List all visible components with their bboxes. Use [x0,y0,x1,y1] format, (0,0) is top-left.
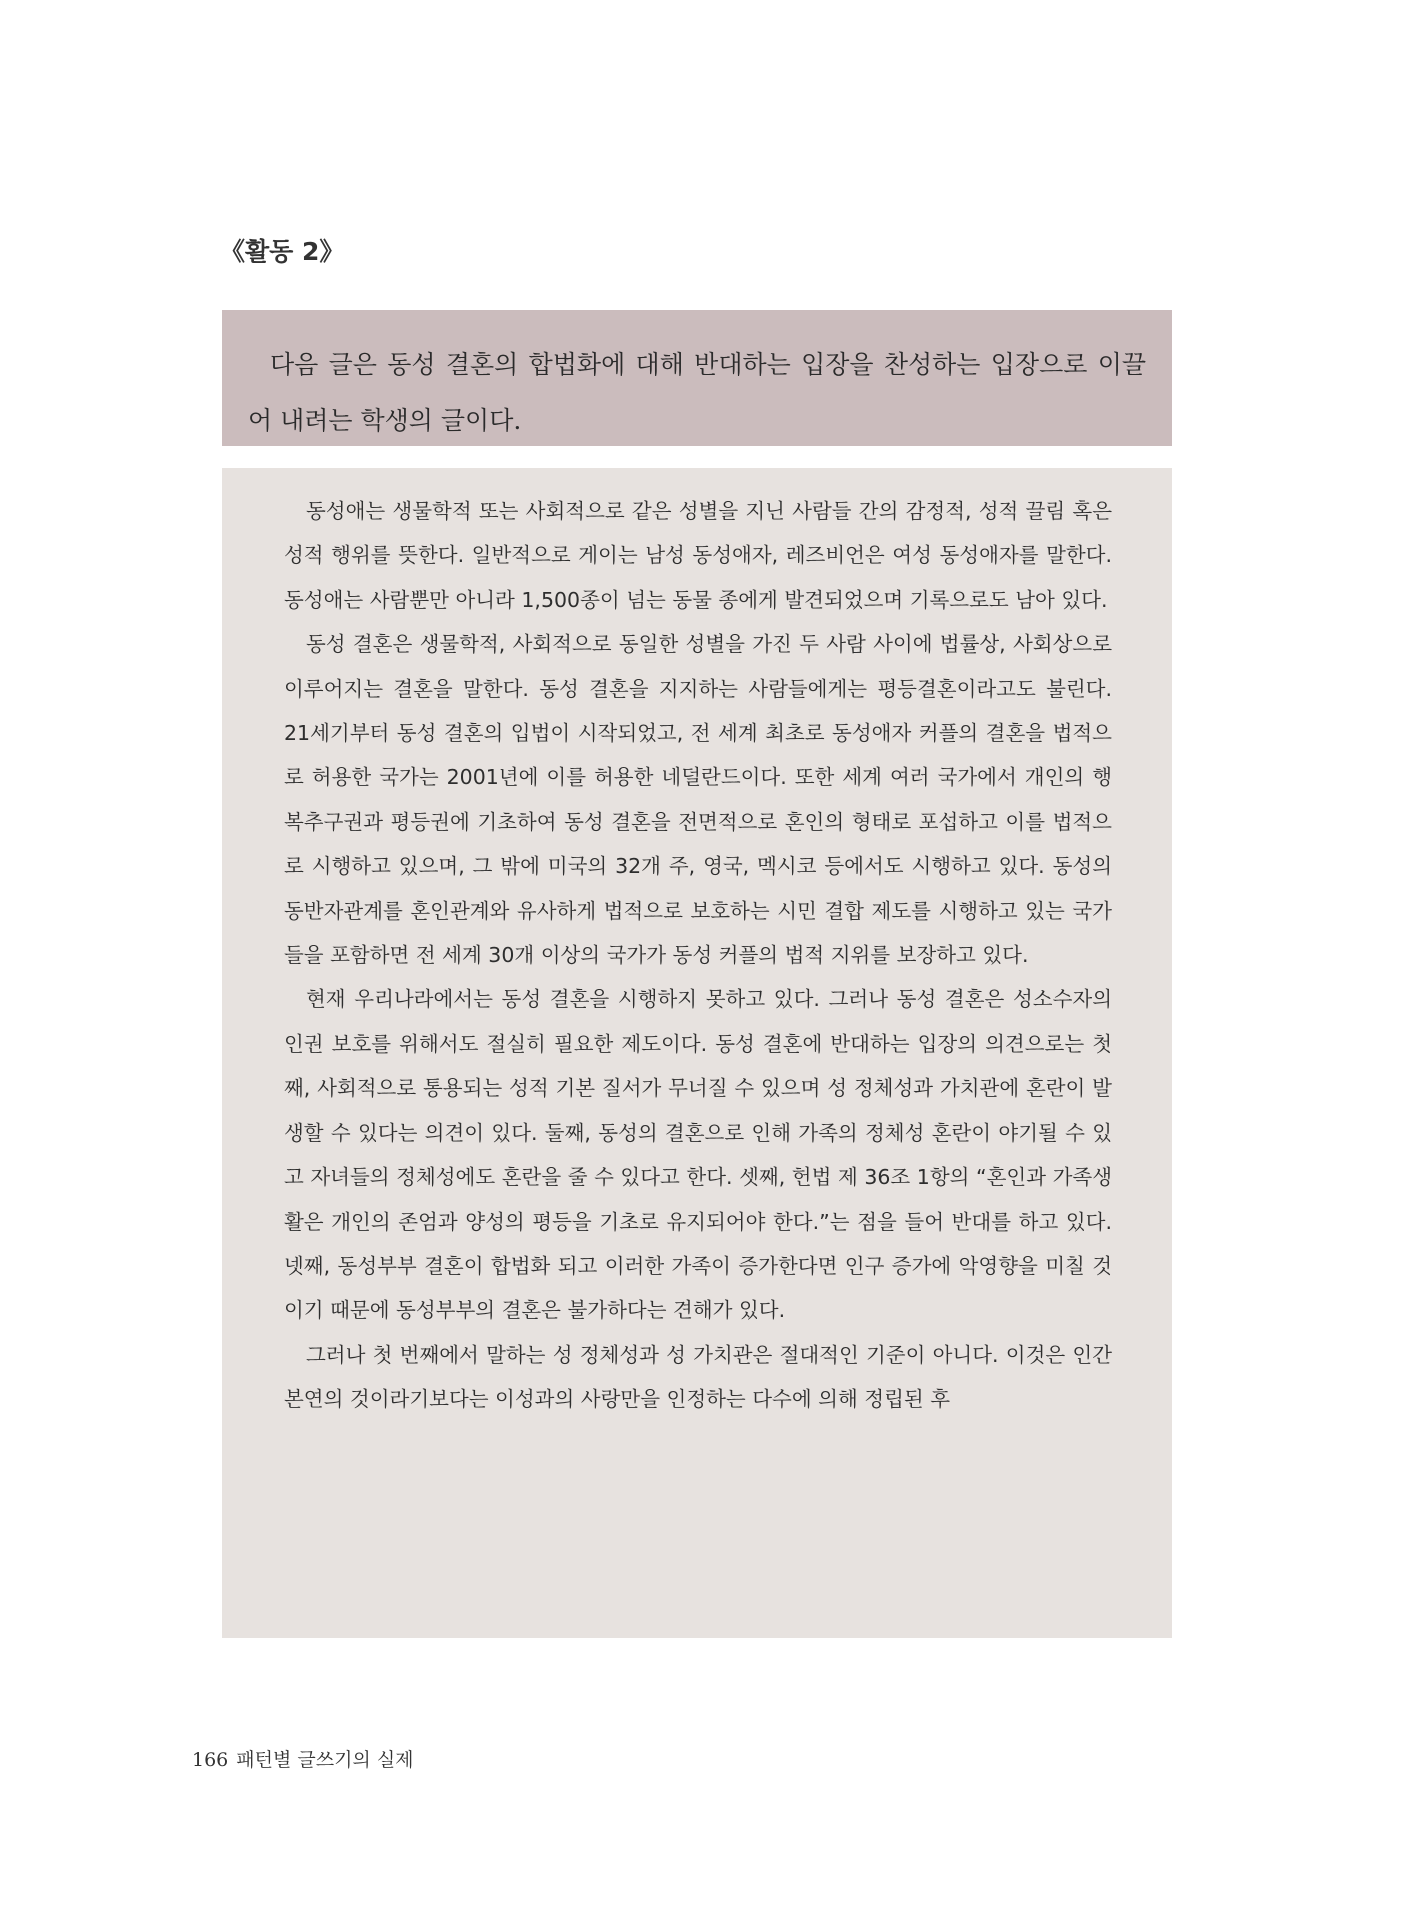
page-number: 166 [192,1749,229,1771]
passage-paragraph-3: 현재 우리나라에서는 동성 결혼을 시행하지 못하고 있다. 그러나 동성 결혼은 성소수자의 인권 보호를 위해서도 절실히 필요한 제도이다. 동성 결혼에 반대하는 입장의 의견으로는 첫째, 사회적으로 통용되는 성적 기본 질서가 무너질 수 있으며 성 정체성과 가치관에 혼란이 발생할 수 있다는 의견이 있다. 둘째, 동성의 결혼으로 인해 가족의 정체성 혼란이 야기될 수 있고 자녀들의 정체성에도 혼란을 줄 수 있다고 한다. 셋째, 헌법 제 36조 1항의 “혼인과 가족생활은 개인의 존엄과 양성의 평등을 기초로 유지되어야 한다.”는 점을 들어 반대를 하고 있다. 넷째, 동성부부 결혼이 합법화 되고 이러한 가족이 증가한다면 인구 증가에 악영향을 미칠 것이기 때문에 동성부부의 결혼은 불가하다는 견해가 있다. [284,987,1112,1323]
passage-paragraph-1: 동성애는 생물학적 또는 사회적으로 같은 성별을 지닌 사람들 간의 감정적, 성적 끌림 혹은 성적 행위를 뜻한다. 일반적으로 게이는 남성 동성애자, 레즈비언은 여성 동성애자를 말한다. 동성애는 사람뿐만 아니라 1,500종이 넘는 동물 종에게 발견되었으며 기록으로도 남아 있다. [284,499,1112,612]
page-footer [192,1745,414,1772]
prompt-text: 다음 글은 동성 결혼의 합법화에 대해 반대하는 입장을 찬성하는 입장으로 이끌어 내려는 학생의 글이다. [248,350,1146,435]
passage-paragraph-4: 그러나 첫 번째에서 말하는 성 정체성과 성 가치관은 절대적인 기준이 아니다. 이것은 인간 본연의 것이라기보다는 이성과의 사랑만을 인정하는 다수에 의해 정립된 후 [284,1342,1112,1412]
passage-paragraph-2: 동성 결혼은 생물학적, 사회적으로 동일한 성별을 가진 두 사람 사이에 법률상, 사회상으로 이루어지는 결혼을 말한다. 동성 결혼을 지지하는 사람들에게는 평등결혼이라고도 불린다. 21세기부터 동성 결혼의 입법이 시작되었고, 전 세계 최초로 동성애자 커플의 결혼을 법적으로 허용한 국가는 2001년에 이를 허용한 네덜란드이다. 또한 세계 여러 국가에서 개인의 행복추구권과 평등권에 기초하여 동성 결혼을 전면적으로 혼인의 형태로 포섭하고 이를 법적으로 시행하고 있으며, 그 밖에 미국의 32개 주, 영국, 멕시코 등에서도 시행하고 있다. 동성의 동반자관계를 혼인관계와 유사하게 법적으로 보호하는 시민 결합 제도를 시행하고 있는 국가들을 포함하면 전 세계 30개 이상의 국가가 동성 커플의 법적 지위를 보장하고 있다. [284,632,1112,968]
prompt-box [222,310,1172,446]
book-title: 패턴별 글쓰기의 실제 [236,1749,414,1771]
section-title: 《활동 2》 [220,237,345,266]
passage-box [222,468,1172,1638]
